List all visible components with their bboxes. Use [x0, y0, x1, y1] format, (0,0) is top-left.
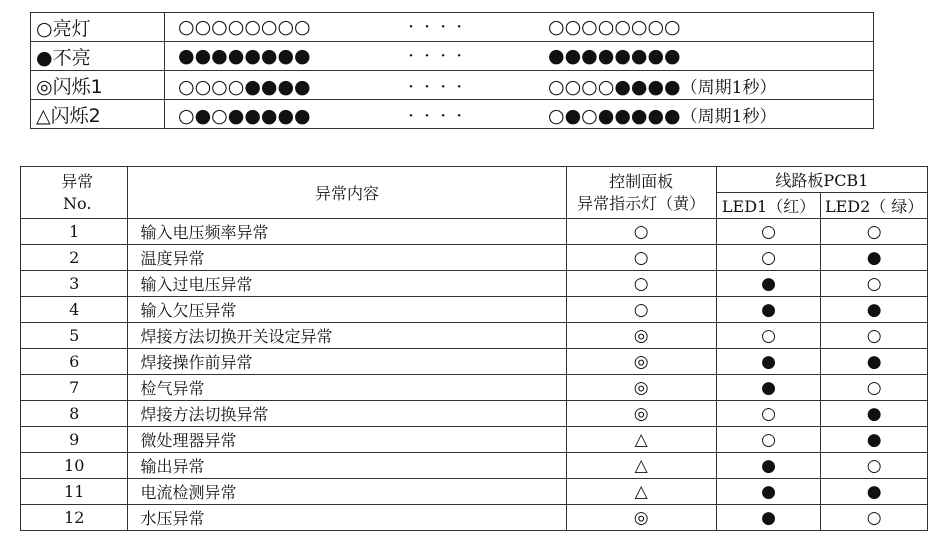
error-content: 焊接方法切换开关设定异常: [128, 323, 566, 349]
table-row: [21, 479, 928, 505]
table-row: [21, 297, 928, 323]
legend-name: △闪烁2: [31, 100, 165, 129]
pattern-end: ●●●●●●●●: [548, 45, 681, 67]
legend-row: [31, 71, 874, 100]
error-number: 2: [21, 245, 128, 271]
legend-name: ●不亮: [31, 42, 165, 71]
led1-indicator: ●: [716, 271, 821, 297]
header-pcb: 线路板PCB1: [716, 167, 927, 193]
led2-indicator: ●: [821, 297, 928, 323]
pattern-end: ○○○○○○○○: [548, 16, 681, 38]
ellipsis-dots: ····: [408, 16, 473, 38]
legend-name: ◎闪烁1: [31, 71, 165, 100]
led1-indicator: ●: [716, 453, 821, 479]
legend-pattern: [165, 71, 874, 100]
error-number: 6: [21, 349, 128, 375]
panel-indicator: ○: [566, 271, 716, 297]
header-error-no-line1: 异常: [61, 171, 94, 191]
led2-indicator: ○: [821, 375, 928, 401]
legend-pattern: [165, 42, 874, 71]
table-row: [21, 323, 928, 349]
error-number: 4: [21, 297, 128, 323]
panel-indicator: △: [566, 453, 716, 479]
error-number: 9: [21, 427, 128, 453]
period-note: （周期1秒）: [680, 77, 777, 98]
error-content: 焊接操作前异常: [128, 349, 566, 375]
panel-indicator: ○: [566, 297, 716, 323]
header-error-content: 异常内容: [128, 167, 566, 219]
error-number: 3: [21, 271, 128, 297]
panel-indicator: ○: [566, 219, 716, 245]
led1-indicator: ○: [716, 401, 821, 427]
panel-indicator: ◎: [566, 401, 716, 427]
panel-indicator: ◎: [566, 505, 716, 531]
error-number: 11: [21, 479, 128, 505]
led1-indicator: ●: [716, 479, 821, 505]
led1-indicator: ●: [716, 375, 821, 401]
pattern-start: ●●●●●●●●: [178, 45, 311, 67]
table-row: [21, 427, 928, 453]
ellipsis-dots: ····: [408, 104, 473, 127]
legend-row: [31, 100, 874, 129]
header-row: [21, 167, 928, 193]
ellipsis-dots: ····: [408, 45, 473, 67]
error-number: 8: [21, 401, 128, 427]
legend-pattern: [165, 13, 874, 42]
led1-indicator: ○: [716, 427, 821, 453]
table-row: [21, 375, 928, 401]
led2-indicator: ○: [821, 219, 928, 245]
error-number: 1: [21, 219, 128, 245]
legend-row: [31, 13, 874, 42]
error-content: 检气异常: [128, 375, 566, 401]
period-note: （周期1秒）: [680, 106, 777, 127]
legend-name: ○亮灯: [31, 13, 165, 42]
pattern-end: ○●○●●●●●: [548, 104, 681, 127]
error-content: 电流检测异常: [128, 479, 566, 505]
led2-indicator: ○: [821, 453, 928, 479]
panel-indicator: △: [566, 479, 716, 505]
panel-indicator: △: [566, 427, 716, 453]
error-number: 5: [21, 323, 128, 349]
panel-indicator: ◎: [566, 375, 716, 401]
legend-table: [30, 12, 874, 129]
header-led2: LED2（ 绿）: [821, 193, 928, 219]
error-rows: [21, 219, 928, 531]
header-error-no: [21, 167, 128, 219]
error-content: 输入欠压异常: [128, 297, 566, 323]
panel-indicator: ◎: [566, 323, 716, 349]
header-control-panel-line2: 异常指示灯（黄）: [577, 193, 706, 213]
table-row: [21, 219, 928, 245]
table-row: [21, 401, 928, 427]
pattern-start: ○○○○●●●●: [178, 75, 311, 98]
error-number: 7: [21, 375, 128, 401]
led1-indicator: ●: [716, 505, 821, 531]
legend-pattern: [165, 100, 874, 129]
panel-indicator: ○: [566, 245, 716, 271]
ellipsis-dots: ····: [408, 75, 473, 98]
led1-indicator: ●: [716, 297, 821, 323]
error-content: 温度异常: [128, 245, 566, 271]
header-error-no-line2: No.: [63, 193, 92, 213]
table-row: [21, 453, 928, 479]
error-content: 输出异常: [128, 453, 566, 479]
led2-indicator: ○: [821, 323, 928, 349]
pattern-start: ○●○●●●●●: [178, 104, 311, 127]
table-row: [21, 245, 928, 271]
panel-indicator: ◎: [566, 349, 716, 375]
header-led1: LED1（红）: [716, 193, 821, 219]
error-content: 焊接方法切换异常: [128, 401, 566, 427]
error-number: 12: [21, 505, 128, 531]
table-row: [21, 505, 928, 531]
led1-indicator: ○: [716, 219, 821, 245]
error-content: 水压异常: [128, 505, 566, 531]
led2-indicator: ●: [821, 401, 928, 427]
error-content: 微处理器异常: [128, 427, 566, 453]
led1-indicator: ○: [716, 323, 821, 349]
error-code-table: [20, 166, 928, 531]
led2-indicator: ●: [821, 349, 928, 375]
table-row: [21, 271, 928, 297]
legend-row: [31, 42, 874, 71]
header-control-panel: [566, 167, 716, 219]
led2-indicator: ○: [821, 505, 928, 531]
led2-indicator: ●: [821, 245, 928, 271]
led1-indicator: ●: [716, 349, 821, 375]
led2-indicator: ●: [821, 427, 928, 453]
error-content: 输入电压频率异常: [128, 219, 566, 245]
led1-indicator: ○: [716, 245, 821, 271]
led2-indicator: ○: [821, 271, 928, 297]
table-row: [21, 349, 928, 375]
error-number: 10: [21, 453, 128, 479]
header-control-panel-line1: 控制面板: [609, 171, 674, 191]
led2-indicator: ●: [821, 479, 928, 505]
pattern-start: ○○○○○○○○: [178, 16, 311, 38]
pattern-end: ○○○○●●●●: [548, 75, 681, 98]
error-content: 输入过电压异常: [128, 271, 566, 297]
